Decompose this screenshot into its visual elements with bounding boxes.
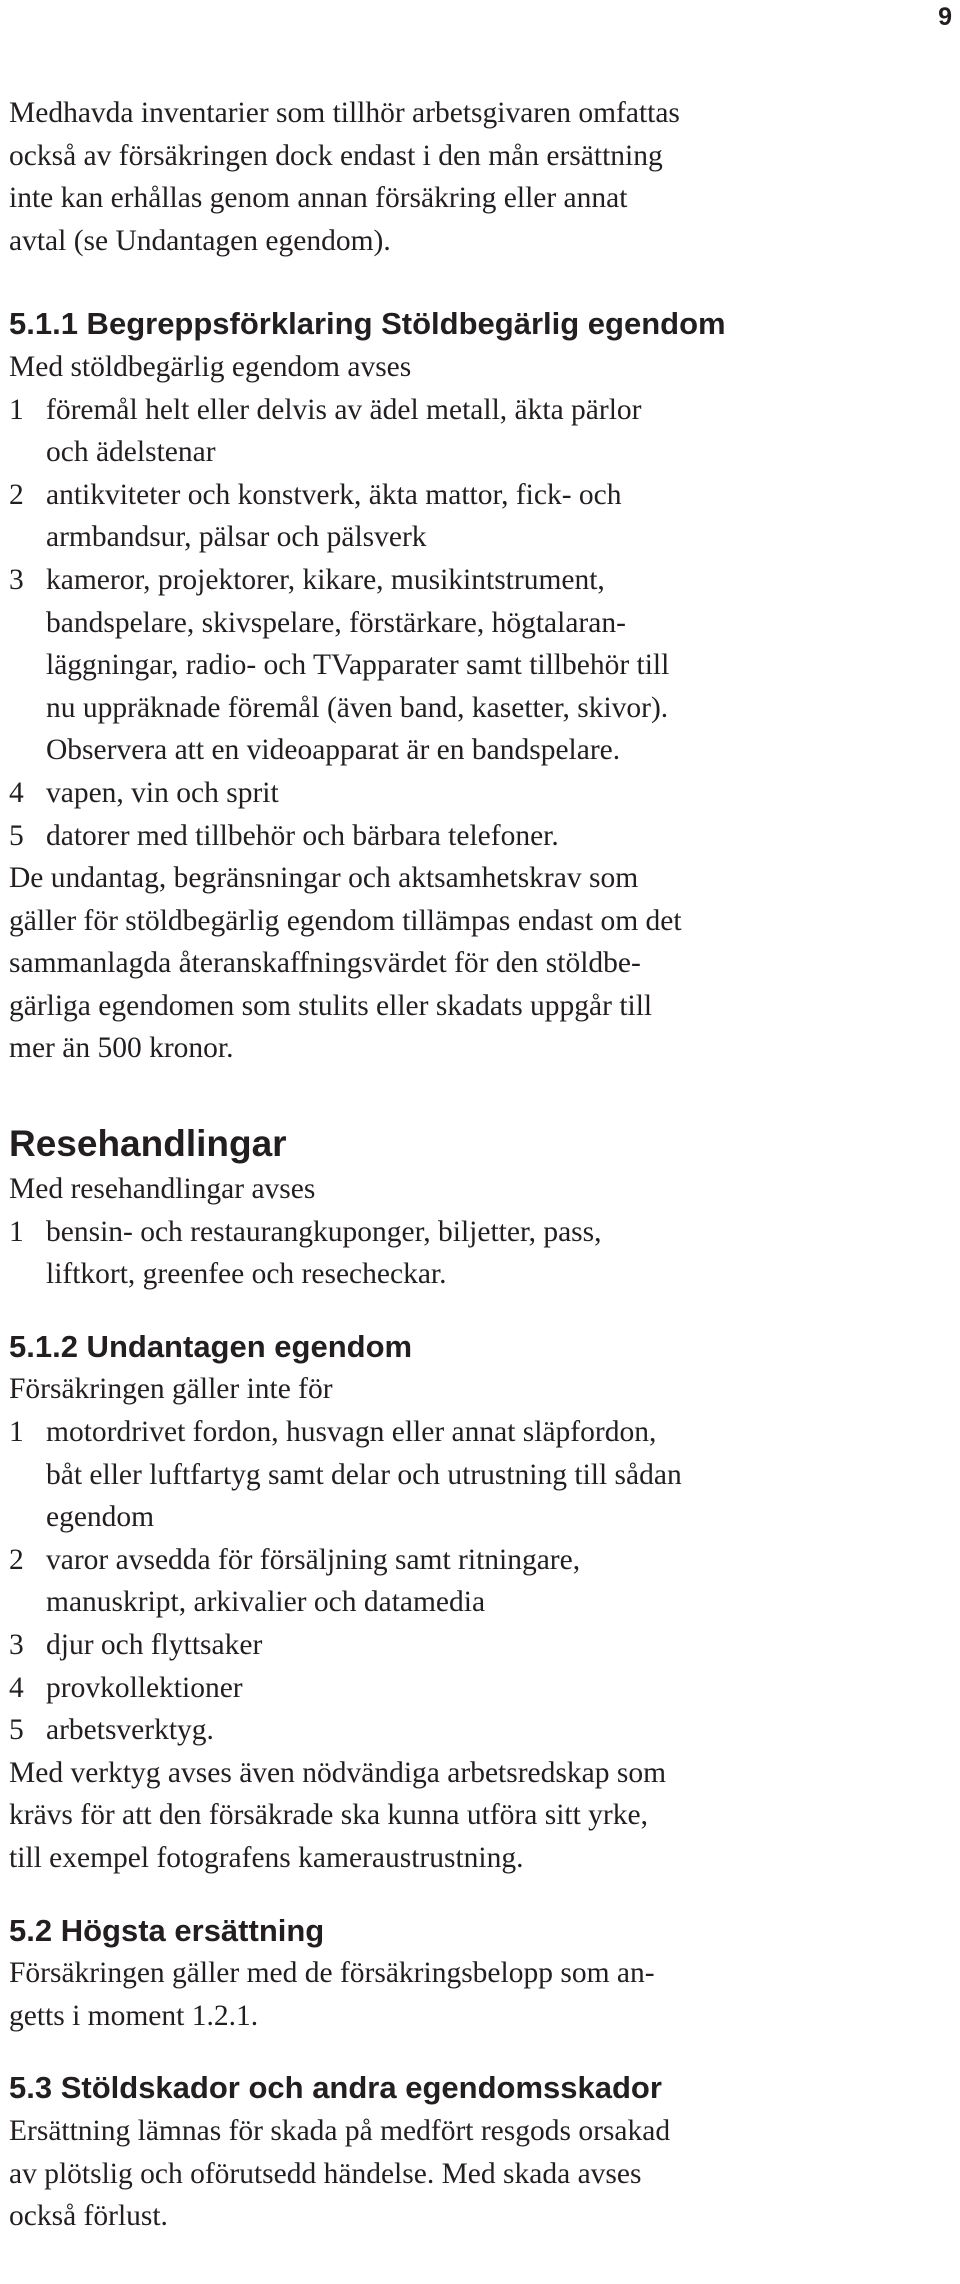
text-line: Observera att en videoapparat är en bandspelare. xyxy=(46,734,621,767)
text-line: djur och flyttsaker xyxy=(46,1629,263,1661)
list-item-number: 1 xyxy=(9,1416,24,1449)
section-5-3 xyxy=(9,2067,859,2237)
list-item-number: 5 xyxy=(9,819,24,852)
list-item xyxy=(9,772,859,815)
text-line: vapen, vin och sprit xyxy=(46,776,279,809)
text-line: nu uppräknade föremål (även band, kasetter, skivor). xyxy=(46,691,669,724)
list-item-text xyxy=(46,1624,859,1667)
list-item-text xyxy=(46,389,859,474)
list-item-text xyxy=(46,1211,859,1296)
text-line: egendom xyxy=(46,1501,155,1534)
list-item-number: 2 xyxy=(9,1543,24,1576)
section-resehandlingar xyxy=(9,1120,859,1296)
text-line: inte kan erhållas genom annan försäkring eller annat xyxy=(9,182,628,215)
text-line: gärliga egendomen som stulits eller skadats uppgår till xyxy=(9,989,653,1022)
list-item xyxy=(9,1211,859,1296)
section-lead: Försäkringen gäller inte för xyxy=(9,1373,333,1406)
text-line: av plötslig och oförutsedd händelse. Med skada avses xyxy=(9,2157,642,2190)
text-line: till exempel fotografens kameraustrustning. xyxy=(9,1841,524,1874)
text-line: armbandsur, pälsar och pälsverk xyxy=(46,521,427,554)
section-5-1-2 xyxy=(9,1326,859,1880)
text-line: bandspelare, skivspelare, förstärkare, högtalaran- xyxy=(46,606,626,639)
text-line: båt eller luftfartyg samt delar och utrustning till sådan xyxy=(46,1458,682,1491)
section-heading-5-3: 5.3 Stöldskador och andra egendomsskador xyxy=(9,2070,662,2106)
section-heading-5-2: 5.2 Högsta ersättning xyxy=(9,1912,325,1948)
section-paragraph xyxy=(9,1952,859,2037)
text-line: krävs för att den försäkrade ska kunna utföra sitt yrke, xyxy=(9,1799,648,1832)
text-line: provkollektioner xyxy=(46,1671,243,1704)
intro-paragraph xyxy=(9,92,859,262)
text-line: Ersättning lämnas för skada på medfört resgods orsakad xyxy=(9,2114,671,2147)
section-5-2 xyxy=(9,1910,859,2038)
text-line: getts i moment 1.2.1. xyxy=(9,1999,259,2032)
list-item-text xyxy=(46,1411,859,1539)
list-item-number: 5 xyxy=(9,1714,24,1747)
section-heading-5-1-2: 5.1.2 Undantagen egendom xyxy=(9,1328,413,1364)
text-line: Med verktyg avses även nödvändiga arbetsredskap som xyxy=(9,1756,667,1789)
text-line: Medhavda inventarier som tillhör arbetsgivaren omfattas xyxy=(9,97,680,129)
text-line: avtal (se Undantagen egendom). xyxy=(9,224,391,257)
text-line: gäller för stöldbegärlig egendom tillämpas endast om det xyxy=(9,904,682,937)
list-item-text xyxy=(46,1709,859,1752)
list-item-text xyxy=(46,559,859,772)
numbered-list xyxy=(9,389,859,858)
text-line: motordrivet fordon, husvagn eller annat släpfordon, xyxy=(46,1416,657,1449)
list-item xyxy=(9,1624,859,1667)
text-line: och ädelstenar xyxy=(46,436,216,469)
list-item-number: 3 xyxy=(9,563,24,596)
list-item-text xyxy=(46,1667,859,1710)
numbered-list xyxy=(9,1211,859,1296)
text-line: sammanlagda återanskaffningsvärdet för den stöldbe- xyxy=(9,947,641,980)
text-line: liftkort, greenfee och resecheckar. xyxy=(46,1258,447,1291)
section-5-1-1 xyxy=(9,303,859,1070)
list-item xyxy=(9,1667,859,1710)
section-closing-paragraph xyxy=(9,857,859,1070)
list-item xyxy=(9,1709,859,1752)
list-item xyxy=(9,559,859,772)
list-item xyxy=(9,389,859,474)
text-line: också av försäkringen dock endast i den mån ersättning xyxy=(9,139,663,172)
text-line: manuskript, arkivalier och datamedia xyxy=(46,1586,486,1619)
text-line: mer än 500 kronor. xyxy=(9,1032,234,1065)
list-item-text xyxy=(46,1539,859,1624)
list-item xyxy=(9,474,859,559)
list-item-number: 4 xyxy=(9,776,24,809)
list-item-text xyxy=(46,815,859,858)
text-line: Försäkringen gäller med de försäkringsbelopp som an- xyxy=(9,1957,655,1990)
page-number: 9 xyxy=(938,3,952,31)
document-body xyxy=(9,92,859,2238)
section-closing-paragraph xyxy=(9,1752,859,1880)
section-lead: Med stöldbegärlig egendom avses xyxy=(9,350,412,383)
text-line: arbetsverktyg. xyxy=(46,1714,214,1747)
list-item-number: 4 xyxy=(9,1671,24,1704)
text-line: läggningar, radio- och TVapparater samt tillbehör till xyxy=(46,649,670,682)
section-paragraph xyxy=(9,2110,859,2238)
text-line: bensin- och restaurangkuponger, biljetter, pass, xyxy=(46,1215,602,1248)
numbered-list xyxy=(9,1411,859,1752)
section-heading-5-1-1: 5.1.1 Begreppsförklaring Stöldbegärlig egendom xyxy=(9,306,726,342)
text-line: antikviteter och konstverk, äkta mattor, fick- och xyxy=(46,478,622,511)
list-item-number: 3 xyxy=(9,1629,24,1661)
list-item-number: 1 xyxy=(9,1215,24,1248)
text-line: varor avsedda för försäljning samt ritningare, xyxy=(46,1543,581,1576)
text-line: också förlust. xyxy=(9,2200,168,2233)
list-item-number: 1 xyxy=(9,393,24,426)
text-line: De undantag, begränsningar och aktsamhetskrav som xyxy=(9,862,639,895)
list-item-text xyxy=(46,474,859,559)
list-item-text xyxy=(46,772,859,815)
list-item-number: 2 xyxy=(9,478,24,511)
text-line: datorer med tillbehör och bärbara telefoner. xyxy=(46,819,559,852)
section-heading-resehandlingar: Resehandlingar xyxy=(9,1123,287,1165)
section-lead: Med resehandlingar avses xyxy=(9,1173,316,1206)
list-item xyxy=(9,1411,859,1539)
list-item xyxy=(9,1539,859,1624)
text-line: kameror, projektorer, kikare, musikintstrument, xyxy=(46,563,605,596)
text-line: föremål helt eller delvis av ädel metall, äkta pärlor xyxy=(46,393,642,426)
list-item xyxy=(9,815,859,858)
